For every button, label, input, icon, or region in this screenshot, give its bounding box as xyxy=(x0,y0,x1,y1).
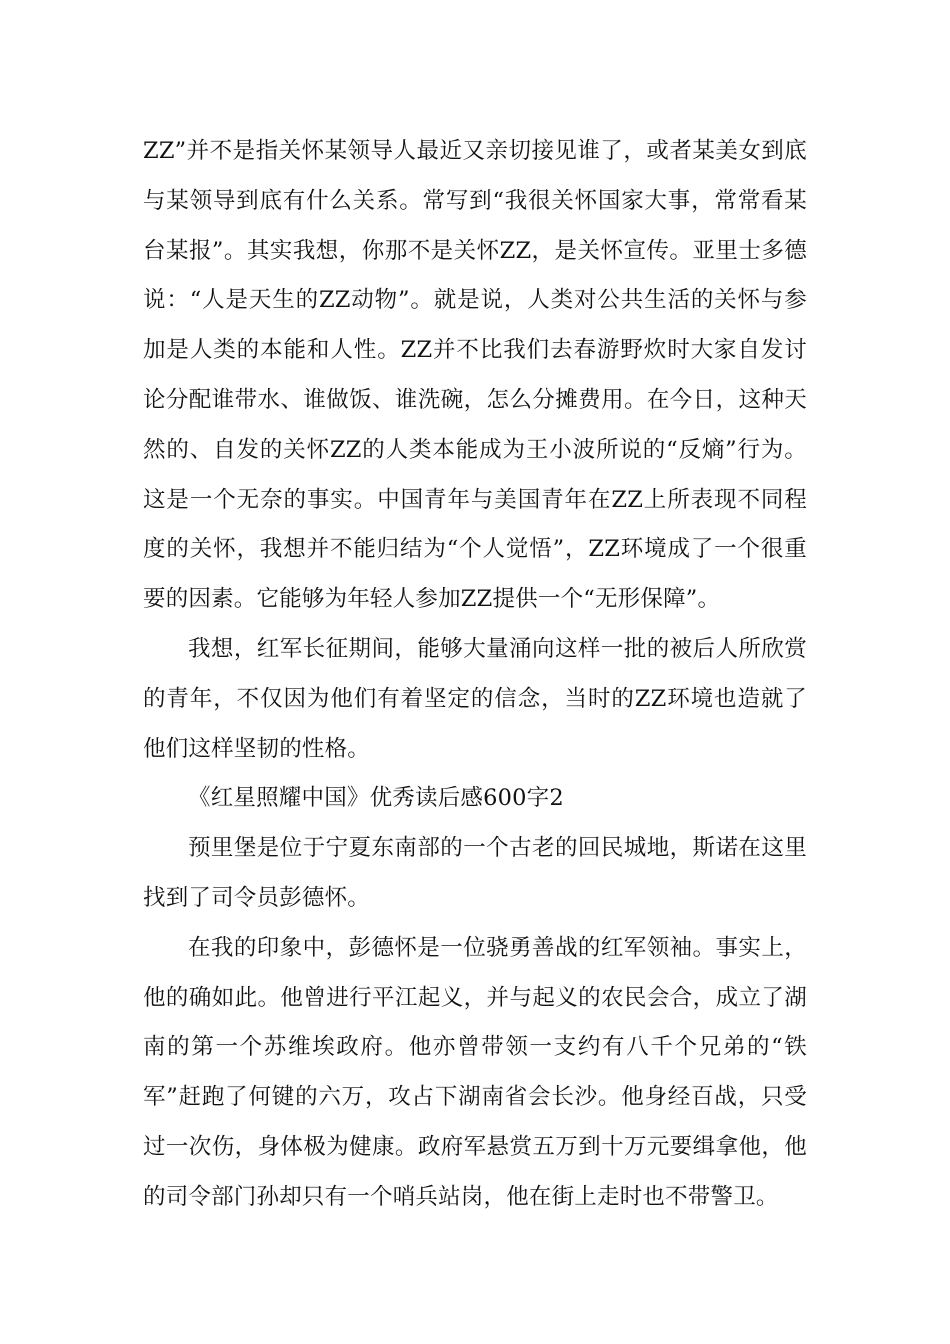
section-heading: 《红星照耀中国》优秀读后感600字2 xyxy=(188,785,564,812)
document-body xyxy=(143,127,807,1223)
paragraph-1: ZZ”并不是指关怀某领导人最近又亲切接见谁了，或者某美女到底与某领导到底有什么关系。常写到“我很关怀国家大事，常常看某台某报”。其实我想，你那不是关怀ZZ，是关怀宣传。亚里士多德说：“人是天生的ZZ动物”。就是说，人类对公共生活的关怀与参加是人类的本能和人性。ZZ并不比我们去春游野炊时大家自发讨论分配谁带水、谁做饭、谁洗碗，怎么分摊费用。在今日，这种天然的、自发的关怀ZZ的人类本能成为王小波所说的“反熵”行为。这是一个无奈的事实。中国青年与美国青年在ZZ上所表现不同程度的关怀，我想并不能归结为“个人觉悟”，ZZ环境成了一个很重要的因素。它能够为年轻人参加ZZ提供一个“无形保障”。 xyxy=(143,138,807,613)
paragraph-3: 预里堡是位于宁夏东南部的一个古老的回民城地，斯诺在这里找到了司令员彭德怀。 xyxy=(143,835,807,911)
paragraph-4: 在我的印象中，彭德怀是一位骁勇善战的红军领袖。事实上，他的确如此。他曾进行平江起义，并与起义的农民会合，成立了湖南的第一个苏维埃政府。他亦曾带领一支约有八千个兄弟的“铁军”赶跑了何键的六万，攻占下湖南省会长沙。他身经百战，只受过一次伤，身体极为健康。政府军悬赏五万到十万元要缉拿他，他的司令部门孙却只有一个哨兵站岗，他在街上走时也不带警卫。 xyxy=(143,934,807,1210)
paragraph-2: 我想，红军长征期间，能够大量涌向这样一批的被后人所欣赏的青年，不仅因为他们有着坚定的信念，当时的ZZ环境也造就了他们这样坚韧的性格。 xyxy=(143,635,807,762)
